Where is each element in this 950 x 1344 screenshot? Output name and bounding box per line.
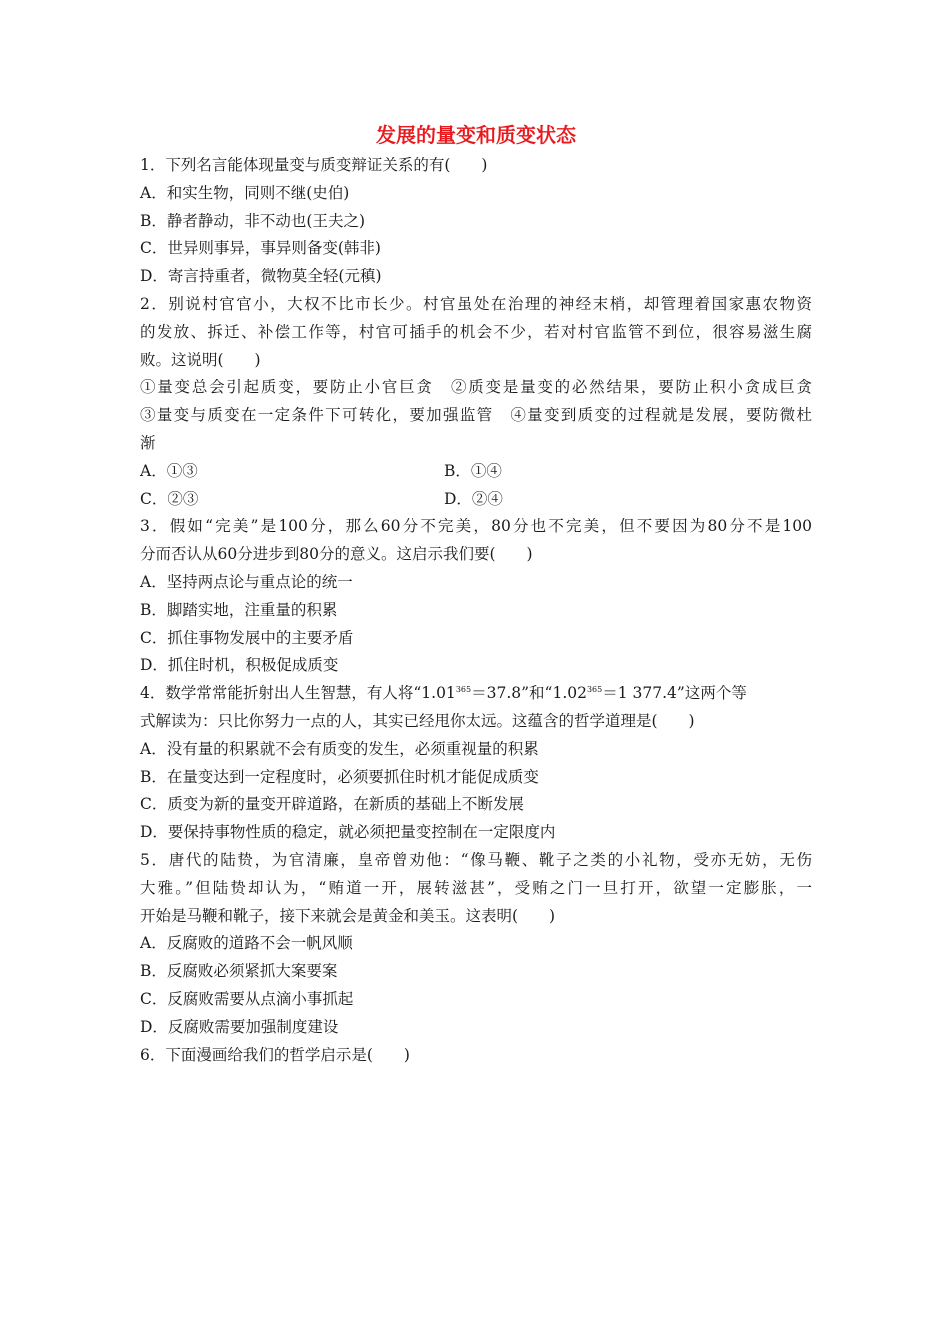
question-5-stem-line-1: 5．唐代的陆贽，为官清廉，皇帝曾劝他：“像马鞭、靴子之类的小礼物，受亦无妨，无伤 <box>140 850 812 869</box>
question-3-option-a: A．坚持两点论与重点论的统一 <box>140 572 353 591</box>
question-3-option-c: C．抓住事物发展中的主要矛盾 <box>140 628 354 647</box>
question-2-stem-line-1: 2．别说村官官小，大权不比市长少。村官虽处在治理的神经末梢，却管理着国家惠农物资 <box>140 294 812 313</box>
question-3-stem-line-1: 3．假如“完美”是100分，那么60分不完美，80分也不完美，但不要因为80分不是100 <box>140 517 812 536</box>
question-4-stem-line-2: 式解读为：只比你努力一点的人，其实已经甩你太远。这蕴含的哲学道理是( ) <box>140 711 695 730</box>
question-2-choices-line-3: 渐 <box>140 433 156 452</box>
question-3-stem-line-2: 分而否认从60分进步到80分的意义。这启示我们要( ) <box>140 545 533 564</box>
question-5-option-c: C．反腐败需要从点滴小事抓起 <box>140 989 354 1008</box>
question-2 <box>140 291 812 513</box>
question-4-stem-part-c: ＝1 377.4”这两个等 <box>602 684 747 703</box>
question-5-option-a: A．反腐败的道路不会一帆风顺 <box>140 934 353 953</box>
question-3 <box>140 513 812 680</box>
page-title: 发展的量变和质变状态 <box>376 123 576 147</box>
question-5-option-b: B．反腐败必须紧抓大案要案 <box>140 962 338 981</box>
question-2-option-c: C．②③ <box>140 489 199 508</box>
question-2-stem-line-2: 的发放、拆迁、补偿工作等，村官可插手的机会不少，若对村官监管不到位，很容易滋生腐 <box>140 322 812 341</box>
question-2-choices-line-1: ①量变总会引起质变，要防止小官巨贪 ②质变是量变的必然结果，要防止积小贪成巨贪 <box>140 378 812 397</box>
question-1 <box>140 152 812 291</box>
question-6-stem: 6．下面漫画给我们的哲学启示是( ) <box>140 1045 410 1064</box>
question-1-stem: 1．下列名言能体现量变与质变辩证关系的有( ) <box>140 156 488 174</box>
question-3-option-b: B．脚踏实地，注重量的积累 <box>140 600 338 619</box>
question-4-stem-line-1 <box>140 680 812 708</box>
question-4-option-a: A．没有量的积累就不会有质变的发生，必须重视量的积累 <box>140 739 539 758</box>
question-2-options-row-1 <box>140 458 812 486</box>
question-2-options-row-2 <box>140 486 812 514</box>
question-2-stem-line-3: 败。这说明( ) <box>140 350 261 369</box>
document-page <box>140 118 812 1069</box>
question-1-option-c: C．世异则事异，事异则备变(韩非) <box>140 239 381 258</box>
question-4-stem-part-b: ＝37.8”和“1.02 <box>471 684 587 703</box>
question-5-stem-line-2: 大雅。”但陆贽却认为，“贿道一开，展转滋甚”，受贿之门一旦打开，欲望一定膨胀，一 <box>140 878 812 897</box>
question-4-option-d: D．要保持事物性质的稳定，就必须把量变控制在一定限度内 <box>140 823 556 842</box>
question-5-option-d: D．反腐败需要加强制度建设 <box>140 1017 339 1036</box>
question-6 <box>140 1042 812 1070</box>
question-5-stem-line-3: 开始是马鞭和靴子，接下来就会是黄金和美玉。这表明( ) <box>140 906 556 925</box>
question-4-stem-part-a: 4．数学常常能折射出人生智慧，有人将“1.01 <box>140 684 456 703</box>
exponent-1: 365 <box>455 685 472 695</box>
question-2-choices-line-2: ③量变与质变在一定条件下可转化，要加强监管 ④量变到质变的过程就是发展，要防微杜 <box>140 406 812 425</box>
question-1-option-a: A．和实生物，同则不继(史伯) <box>140 183 350 202</box>
question-4-option-b: B．在量变达到一定程度时，必须要抓住时机才能促成质变 <box>140 767 539 786</box>
exponent-2: 365 <box>586 685 603 695</box>
question-1-option-b: B．静者静动，非不动也(王夫之) <box>140 211 365 230</box>
question-2-option-b: B．①④ <box>444 461 502 480</box>
question-1-option-d: D．寄言持重者，微物莫全轻(元稹) <box>140 267 382 286</box>
question-5 <box>140 847 812 1042</box>
question-2-option-d: D．②④ <box>444 489 503 508</box>
question-2-option-a: A．①③ <box>140 461 198 480</box>
question-4-option-c: C．质变为新的量变开辟道路，在新质的基础上不断发展 <box>140 795 524 814</box>
question-3-option-d: D．抓住时机，积极促成质变 <box>140 656 339 675</box>
question-4 <box>140 680 812 847</box>
